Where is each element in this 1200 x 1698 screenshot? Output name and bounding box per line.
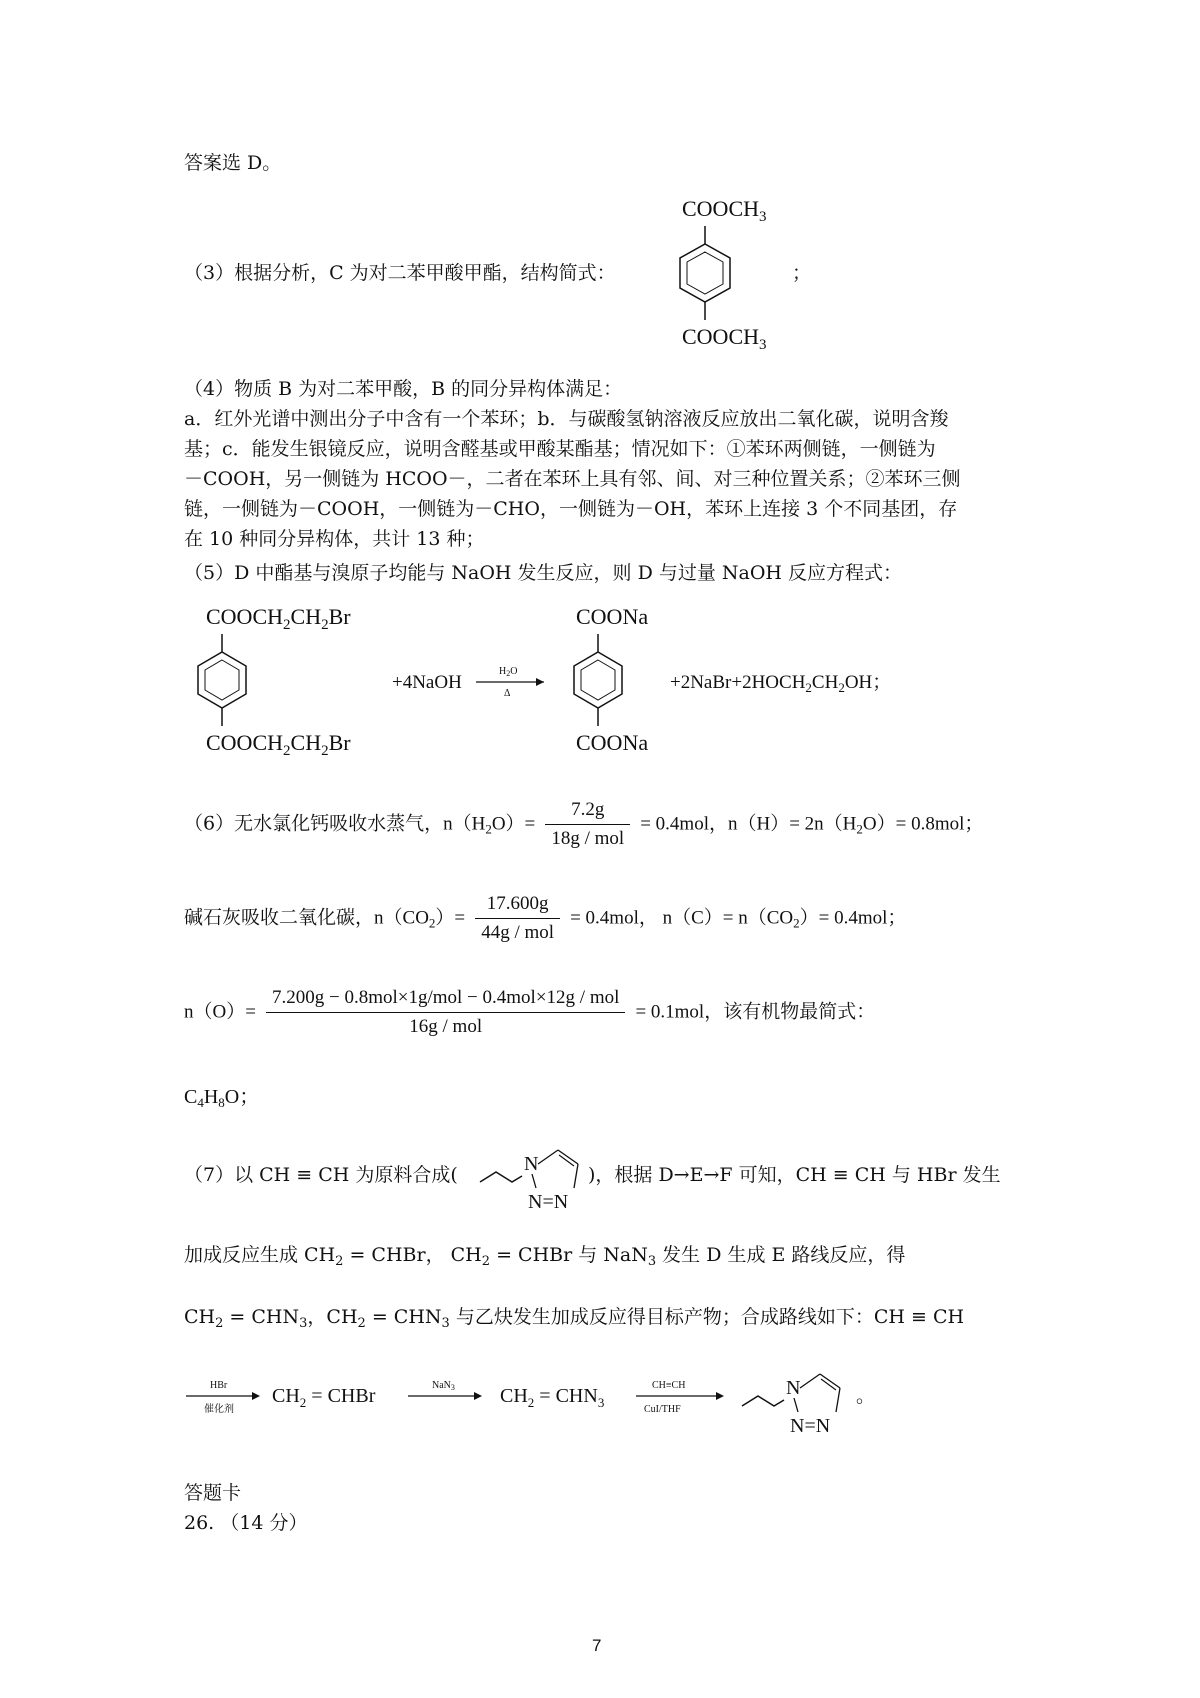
svg-text:CuI/THF: CuI/THF — [644, 1404, 681, 1415]
empirical-formula: $C_4H_8O$； — [184, 1086, 260, 1110]
question-26-label: 26. （14 分） — [184, 1512, 308, 1534]
section-4-line-6: 在 10 种同分异构体，共计 13 种； — [184, 528, 485, 550]
answer-line: 答案选 D。 — [184, 152, 282, 174]
svg-text:COONa: COONa — [576, 604, 649, 629]
svg-text:。: 。 — [856, 1386, 876, 1407]
svg-text:催化剂: 催化剂 — [204, 1404, 234, 1415]
svg-text:N=N: N=N — [790, 1415, 831, 1437]
svg-text:N: N — [524, 1153, 539, 1175]
svg-text:N=N: N=N — [528, 1191, 569, 1213]
svg-text:N: N — [786, 1377, 801, 1399]
svg-text:CH≡CH: CH≡CH — [652, 1380, 686, 1391]
svg-text:COONa: COONa — [576, 730, 649, 755]
section-4-line-3: 基；c．能发生银镜反应，说明含醛基或甲酸某酯基；情况如下：①苯环两侧链，一侧链为 — [184, 438, 936, 460]
section-4-line-2: a．红外光谱中测出分子中含有一个苯环；b．与碳酸氢钠溶液反应放出二氧化碳，说明含羧 — [184, 408, 949, 430]
reaction-equation-5 — [184, 598, 1034, 758]
section-4-line-1: （4）物质 B 为对二苯甲酸，B 的同分异构体满足： — [184, 378, 623, 400]
section-4-line-4: －COOH，另一侧链为 HCOO－，二者在苯环上具有邻、间、对三种位置关系；②苯环三侧 — [184, 468, 961, 490]
section-7-line-2: 加成反应生成 $CH_2$ = CHBr， $CH_2$ = CHBr 与 NaN$_3$ 发生 D 生成 E 路线反应，得 — [184, 1244, 906, 1269]
svg-text:COOCH3: $COOCH_3$ — [682, 324, 767, 353]
svg-text:Δ: Δ — [504, 688, 511, 699]
section-6-eq-3: n（O）= $\frac{\text{7.200g − 0.8mol×1g/mol − 0.4mol×12g / mol}}{\text{16g / mol}}$ = 0.1mol，该有机物最简式： — [184, 987, 876, 1037]
svg-text:COOCH2CH2Br: $COOCH_2CH_2Br$ — [206, 604, 351, 633]
svg-text:COOCH3: $COOCH_3$ — [682, 196, 767, 225]
section-6-eq-2: 碱石灰吸收二氧化碳，$n(CO_2)=$ $\frac{17.600g}{\text{44g / mol}}$ = 0.4mol， $n(C)= n(CO_2)= 0.4mol$； — [184, 893, 907, 943]
section-6-eq-1: （6）无水氯化钙吸收水蒸气，$n(H_2O)=$ $\frac{7.2g}{\text{18g / mol}}$ = 0.4mol，$n(H)= 2n(H_2O)= 0.8mol$； — [184, 799, 984, 849]
svg-text:NaN3: NaN$_3$ — [432, 1380, 455, 1392]
svg-text:CH2 = CHBr: $CH_2$ = CHBr — [272, 1385, 376, 1410]
svg-text:CH2 = CHN3: $CH_2 = CHN_3$ — [500, 1385, 605, 1410]
section-7-line-3: $CH_2 = CHN_3$，$CH_2 = CHN_3$ 与乙炔发生加成反应得目标产物；合成路线如下：CH ≡ CH — [184, 1306, 965, 1331]
section-7-line-1b: )，根据 D→E→F 可知，CH ≡ CH 与 HBr 发生 — [588, 1164, 1001, 1186]
page-number: 7 — [592, 1636, 602, 1655]
vinyl-triazole-structure — [478, 1134, 588, 1214]
section-7-line-1a: （7）以 CH ≡ CH 为原料合成( — [184, 1164, 458, 1186]
section-4-line-5: 链，一侧链为－COOH，一侧链为－CHO，一侧链为－OH，苯环上连接 3 个不同基团，存 — [184, 498, 958, 520]
svg-text:+4NaOH: +4NaOH — [392, 672, 462, 693]
svg-text:HBr: HBr — [210, 1380, 228, 1391]
svg-text:+2NaBr+2HOCH2CH2OH；: $+2NaBr+2HOCH_2CH_2OH$； — [670, 672, 892, 695]
section-5-line-1: （5）D 中酯基与溴原子均能与 NaOH 发生反应，则 D 与过量 NaOH 反应方程式： — [184, 562, 903, 584]
section-3-semicolon: ； — [792, 262, 812, 284]
section-3-text: （3）根据分析，C 为对二苯甲酸甲酯，结构简式： — [184, 262, 616, 284]
svg-text:COOCH2CH2Br: $COOCH_2CH_2Br$ — [206, 730, 351, 758]
synthesis-route — [184, 1350, 904, 1440]
answer-card-label: 答题卡 — [184, 1482, 242, 1504]
svg-text:H2O: $H_2O$ — [499, 666, 518, 678]
